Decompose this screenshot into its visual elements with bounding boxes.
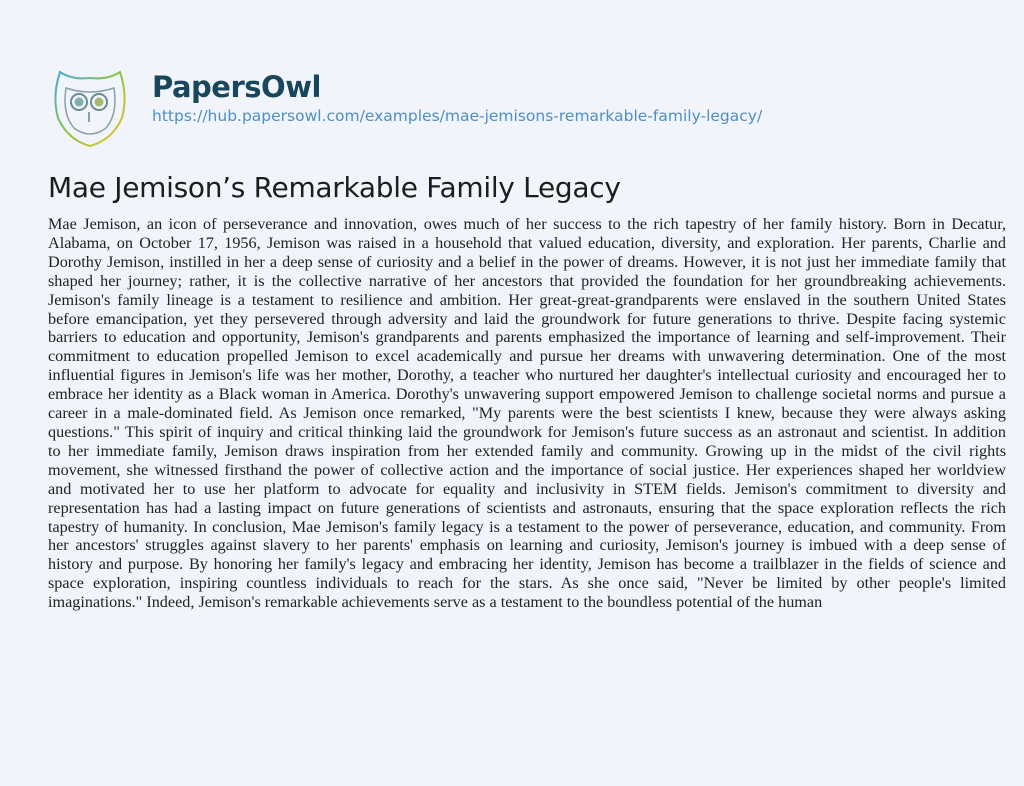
article-title: Mae Jemison’s Remarkable Family Legacy	[48, 171, 621, 204]
body-line: to her immediate family, Jemison draws inspiration from her extended family and community. Growing up in the midst of the civil rights	[48, 441, 1006, 460]
body-line: Dorothy Jemison, instilled in her a deep sense of curiosity and a belief in the power of dreams. However, it is not just her immediate family that	[48, 252, 1006, 271]
body-line: imaginations." Indeed, Jemison's remarkable achievements serve as a testament to the boundless potential of the human	[48, 593, 823, 612]
body-line: Mae Jemison, an icon of perseverance and innovation, owes much of her success to the rich tapestry of her family history. Born in Decatur,	[48, 215, 1006, 233]
body-line: and motivated her to use her platform to advocate for equality and inclusivity in STEM fields. Jemison's commitment to diversity and	[48, 479, 1006, 498]
body-line: before emancipation, yet they persevered through adversity and laid the groundwork for future generations to thrive. Despite facing systemic	[48, 309, 1006, 328]
body-line: career in a male-dominated field. As Jemison once remarked, "My parents were the best scientists I knew, because they were always asking	[48, 404, 1006, 423]
body-line: commitment to education propelled Jemison to excel academically and pursue her dreams with unwavering determination. One of the most	[48, 347, 1006, 366]
page-url[interactable]: https://hub.papersowl.com/examples/mae-jemisons-remarkable-family-legacy/	[152, 107, 763, 125]
body-line: representation has had a lasting impact on future generations of scientists and astronauts, ensuring that the space exploration reflects the rich	[48, 498, 1006, 517]
body-line: barriers to education and opportunity, Jemison's grandparents and parents emphasized the importance of learning and self-improvement. Their	[48, 328, 1006, 347]
body-line: influential figures in Jemison's life was her mother, Dorothy, a teacher who nurtured her daughter's intellectual curiosity and encouraged her to	[48, 366, 1006, 385]
brand-name[interactable]: PapersOwl	[152, 70, 321, 104]
body-line: space exploration, inspiring countless individuals to reach for the stars. As she once said, "Never be limited by other people's limited	[48, 574, 1006, 593]
article-body	[48, 215, 1006, 612]
body-line: shaped her journey; rather, it is the collective narrative of her ancestors that provided the foundation for her groundbreaking achievements.	[48, 271, 1006, 290]
body-line: her ancestors' struggles against slavery to her parents' emphasis on learning and curiosity, Jemison's journey is imbued with a deep sense of	[48, 536, 1006, 555]
body-line: history and purpose. By honoring her family's legacy and embracing her identity, Jemison has become a trailblazer in the fields of science and	[48, 555, 1006, 574]
body-line: questions." This spirit of inquiry and critical thinking laid the groundwork for Jemison's future success as an astronaut and scientist. In addition	[48, 422, 1006, 441]
body-line: tapestry of humanity. In conclusion, Mae Jemison's family legacy is a testament to the power of perseverance, education, and community. From	[48, 517, 1006, 536]
body-line: movement, she witnessed firsthand the power of collective action and the importance of social justice. Her experiences shaped her worldview	[48, 460, 1006, 479]
body-line: Jemison's family lineage is a testament to resilience and ambition. Her great-great-grandparents were enslaved in the southern United States	[48, 290, 1006, 309]
body-line: Alabama, on October 17, 1956, Jemison was raised in a household that valued education, diversity, and exploration. Her parents, Charlie and	[48, 233, 1006, 252]
owl-logo-icon	[52, 66, 128, 150]
body-line: embrace her identity as a Black woman in America. Dorothy's unwavering support empowered Jemison to challenge societal norms and pursue a	[48, 385, 1006, 404]
